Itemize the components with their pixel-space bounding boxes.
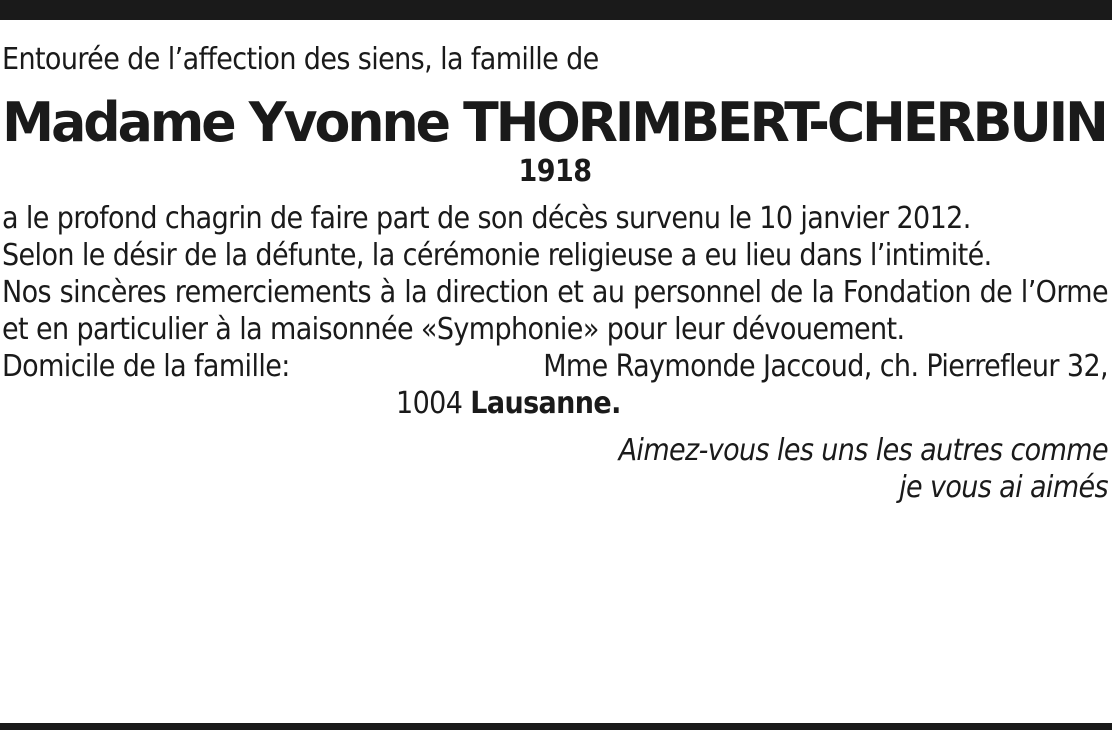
domicile-label: Domicile de la famille: <box>2 349 290 384</box>
obituary-notice <box>2 40 1108 506</box>
paragraph-thanks: Nos sincères remerciements à la direction et au personnel de la Fondation de l’Orme et en particulier à la maisonnée «Symphonie» pour leur dévouement. <box>2 275 1108 347</box>
notice-body <box>2 200 1108 422</box>
domicile-address: Mme Raymonde Jaccoud, ch. Pierrefleur 32, <box>543 349 1108 384</box>
bottom-rule <box>0 723 1112 730</box>
paragraph-ceremony: Selon le désir de la défunte, la cérémonie religieuse a eu lieu dans l’intimité. <box>2 238 992 273</box>
birth-year: 1918 <box>518 154 592 189</box>
domicile-line <box>2 348 1108 385</box>
closing-quote <box>2 432 1108 506</box>
top-rule <box>0 0 1112 20</box>
quote-line-2: je vous ai aimés <box>899 470 1108 505</box>
family-domicile <box>2 348 1108 422</box>
paragraph-announcement: a le profond chagrin de faire part de son décès survenu le 10 janvier 2012. <box>2 201 971 236</box>
domicile-postcode: 1004 <box>396 386 471 421</box>
domicile-city-line <box>2 385 1108 422</box>
deceased-name: Madame Yvonne THORIMBERT-CHERBUIN <box>2 91 1106 154</box>
intro-text: Entourée de l’affection des siens, la famille de <box>2 42 599 77</box>
quote-line-1: Aimez-vous les uns les autres comme <box>618 433 1108 468</box>
domicile-city: Lausanne. <box>470 386 621 421</box>
